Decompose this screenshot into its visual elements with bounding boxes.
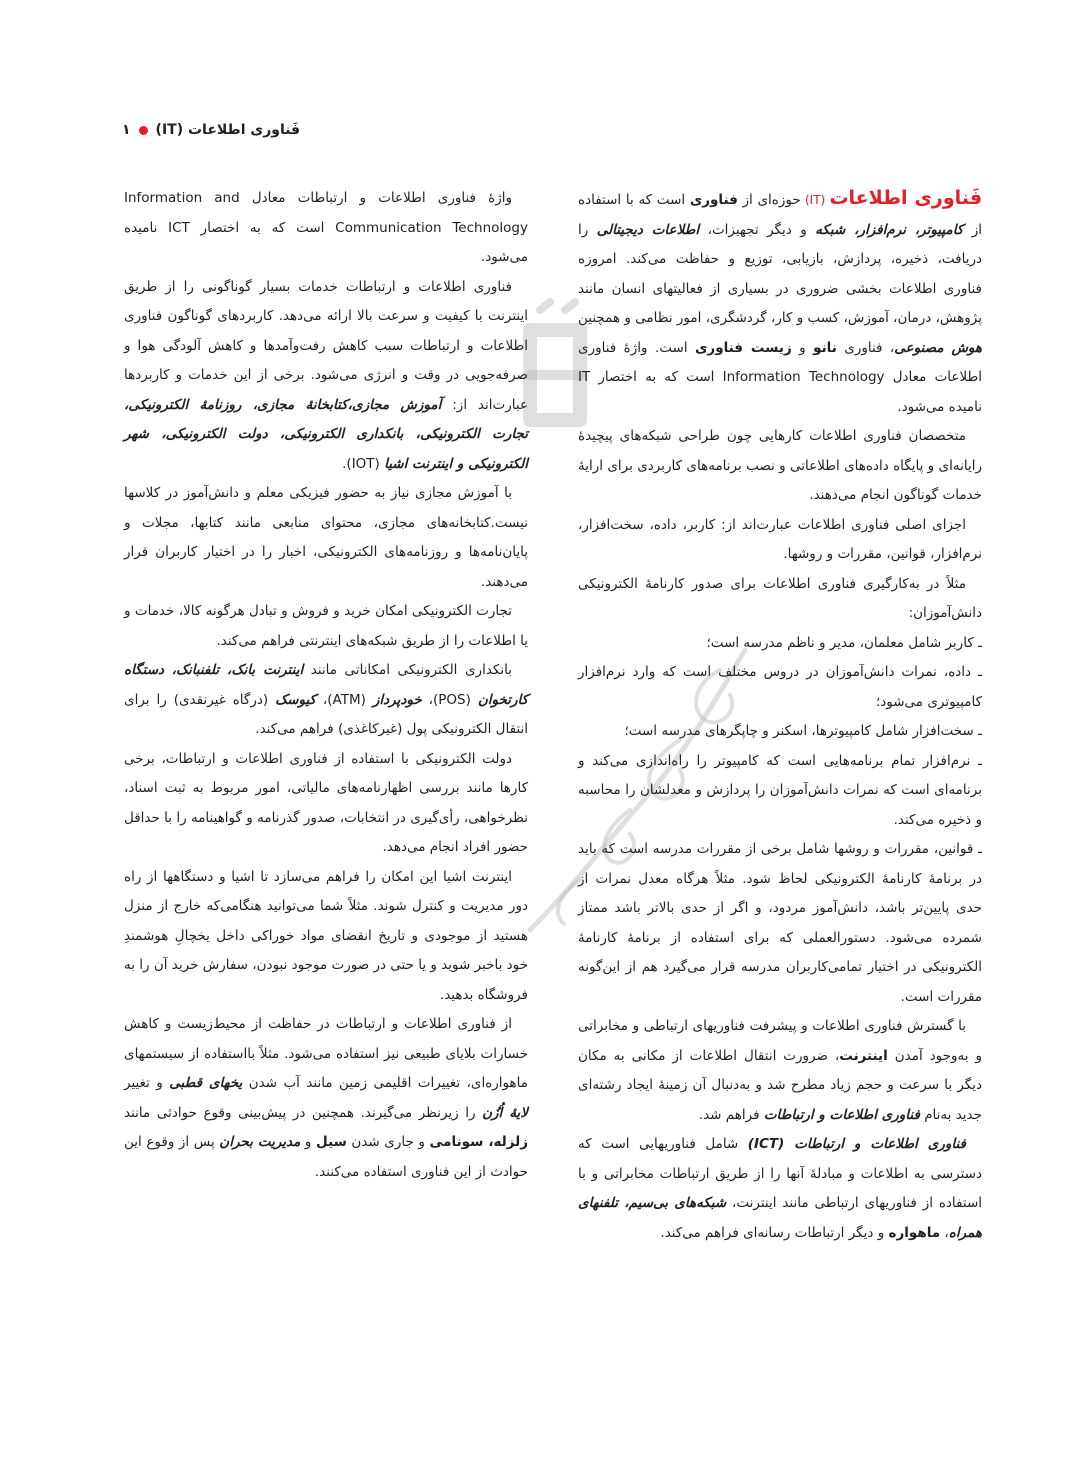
text-run: ـ قوانین، مقررات و روشها شامل برخی از مقررات مدرسه است که باید در برنامهٔ کارنامهٔ الکترونیکی لحاظ شود. مثلاً هرگاه معدل نمرات از حدی پایین‌تر باشد، دانش‌آموز مردود، و اگر از حدی بالاتر باشد ممتاز شمرده می‌شود. دستورالعملی که برای استفاده از برنامهٔ کارنامهٔ الکترونیکی در اختیار تمامی‌کاربران مدرسه قرار می‌گیرد هم از این‌گونه مقررات است. bbox=[578, 841, 982, 1005]
paragraph bbox=[124, 184, 528, 273]
text-run: است که با استفاده از bbox=[578, 192, 983, 238]
emphasized-term: کامپیوتر، نرم‌افزار، شبکه bbox=[815, 221, 964, 238]
list-item bbox=[578, 629, 982, 659]
section-heading: فَناوری اطلاعات bbox=[829, 187, 983, 209]
heading-abbreviation: (IT) bbox=[800, 193, 830, 207]
text-run: دولت الکترونیکی با استفاده از فناوری اطلاعات و ارتباطات، برخی کارها مانند بررسی اظهارنامه‌های مالیاتی، امور مربوط به ثبت اسناد، نظرخواهی، رأی‌گیری در انتخابات، صدور گذرنامه و گواهینامه را با حداقل حضور افراد انجام می‌دهد. bbox=[124, 750, 528, 855]
emphasized-term: اطلاعات دیجیتالی bbox=[596, 221, 700, 238]
list-item bbox=[578, 747, 982, 836]
paragraph bbox=[578, 1012, 982, 1130]
lead-paragraph bbox=[578, 184, 982, 422]
bullet-dot bbox=[139, 126, 148, 135]
text-run: با گسترش فناوری اطلاعات و پیشرفت فناوریهای ارتباطی و مخابراتی و به‌وجود آمدن bbox=[578, 1018, 982, 1064]
text-run bbox=[164, 662, 172, 678]
text-run: واژهٔ فناوری اطلاعات و ارتباطات معادل Information and Communication Technology است که به اختصار ICT نامیده می‌شود. bbox=[124, 190, 528, 265]
text-run: (POS)، bbox=[421, 691, 478, 708]
emphasized-term: خودپرداز bbox=[372, 691, 422, 708]
text-run: ـ داده، نمرات دانش‌آموزان در دروس مختلف است که وارد نرم‌افزار کامپیوتری می‌شود؛ bbox=[578, 664, 982, 710]
paragraph bbox=[578, 422, 982, 511]
emphasized-term: لایهٔ اُزُن bbox=[482, 1104, 528, 1121]
emphasized-term: فناوری اطلاعات و ارتباطات bbox=[763, 1106, 920, 1123]
text-run: و bbox=[300, 1134, 317, 1150]
bold-term: نانو bbox=[813, 339, 837, 356]
text-run: ، فناوری bbox=[836, 339, 895, 356]
bold-term: زیست فناوری bbox=[695, 339, 792, 356]
bold-term: زلزله، سونامی bbox=[429, 1134, 528, 1150]
text-run: (IOT). bbox=[342, 455, 385, 472]
bold-term: سیل bbox=[316, 1134, 347, 1150]
text-run: و دیگر تجهیزات، bbox=[699, 221, 816, 238]
emphasized-term: آموزش مجازی،کتابخانهٔ مجازی، روزنامهٔ الکترونیکی، تجارت الکترونیکی، بانکداری الکترونیکی، دولت الکترونیکی، شهر الکترونیکی و اینترنت اشیا bbox=[124, 396, 528, 472]
paragraph bbox=[124, 863, 528, 1011]
text-run: از فناوری اطلاعات و ارتباطات در حفاظت از محیط‌زیست و کاهش خسارات بلایای طبیعی نیز استفاده می‌شود. مثلاً بااستفاده از سیستمهای ماهواره‌ای، تغییرات اقلیمی زمین مانند آب شدن bbox=[124, 1016, 528, 1091]
text-run: ـ کاربر شامل معلمان، مدیر و ناظم مدرسه است؛ bbox=[706, 634, 982, 651]
text-run: و bbox=[791, 339, 814, 356]
text-run: و جاری شدن bbox=[346, 1134, 430, 1150]
text-run: پس از وقوع این حوادث از این فناوری استفاده می‌کنند. bbox=[124, 1134, 528, 1180]
running-head-title: فَناوری اطلاعات (IT) bbox=[155, 122, 301, 138]
bold-term: فناوری bbox=[689, 192, 738, 208]
paragraph bbox=[124, 656, 528, 745]
text-run: اجزای اصلی فناوری اطلاعات عبارت‌اند از: کاربر، داده، سخت‌افزار، نرم‌افزار، قوانین، مقررات و روشها. bbox=[578, 516, 982, 562]
page-number: ۱ bbox=[122, 122, 131, 138]
emphasized-term: مدیریت بحران bbox=[219, 1134, 301, 1150]
list-item bbox=[578, 658, 982, 717]
paragraph bbox=[124, 745, 528, 863]
text-run: فناوری اطلاعات و ارتباطات خدمات بسیار گوناگونی را از طریق اینترنت با کیفیت و سرعت بالا ارائه می‌دهد. کاربردهای گوناگون فناوری اطلاعات و ارتباطات سبب کاهش رفت‌وآمدها و کاهش آلودگی هوا و صرفه‌جویی در وقت و انرژی می‌شود. برخی از این خدمات و کاربردها عبارت‌اند از: bbox=[124, 278, 528, 413]
text-run: ، bbox=[940, 1224, 949, 1241]
emphasized-term: شبکه‌های بی‌سیم، تلفنهای همراه bbox=[578, 1195, 982, 1241]
emphasized-term: یخهای قطبی bbox=[169, 1075, 243, 1091]
paragraph bbox=[124, 479, 528, 597]
text-run: مثلاً در به‌کارگیری فناوری اطلاعات برای صدور کارنامهٔ الکترونیکی دانش‌آموزان: bbox=[578, 575, 982, 621]
text-run: ـ سخت‌افزار شامل کامپیوترها، اسکنر و چاپگرهای مدرسه است؛ bbox=[624, 723, 982, 739]
text-run: حوزه‌ای از bbox=[737, 192, 801, 208]
text-run: تجارت الکترونیکی امکان خرید و فروش و تبادل هرگونه کالا، خدمات و یا اطلاعات را از طریق شبکه‌های اینترنتی فراهم می‌کند. bbox=[124, 603, 528, 649]
emphasized-term: دستگاه کارتخوان bbox=[124, 662, 528, 708]
running-head bbox=[122, 122, 300, 138]
list-item bbox=[578, 717, 982, 747]
bold-term: اینترنت bbox=[839, 1047, 888, 1064]
paragraph bbox=[578, 511, 982, 570]
emphasized-term: کیوسک bbox=[275, 691, 316, 708]
text-run: با آموزش مجازی نیاز به حضور فیزیکی معلم و دانش‌آموز در کلاسها نیست.کتابخانه‌های مجازی، محتوای منابعی مانند کتابها، مجلات و پایان‌نامه‌ها و روزنامه‌های الکترونیکی، اخبار را در اختیار کاربران قرار می‌دهند. bbox=[124, 485, 528, 590]
list-item bbox=[578, 835, 982, 1012]
text-run: ـ نرم‌افزار تمام برنامه‌هایی است که کامپیوتر را راه‌اندازی می‌کند و برنامه‌ای است که نمرات دانش‌آموزان را پردازش و معدلشان را محاسبه و ذخیره می‌کند. bbox=[578, 752, 982, 828]
text-run: متخصصان فناوری اطلاعات کارهایی چون طراحی شبکه‌های پیچیدهٔ رایانه‌ای و پایگاه داده‌های اطلاعاتی و نصب برنامه‌های کاربردی برای ارایهٔ خدمات گوناگون انجام می‌دهند. bbox=[578, 428, 982, 503]
text-run: شامل فناوریهایی است که دسترسی به اطلاعات و مبادلهٔ آنها را از طریق ارتباطات مخابراتی و با استفاده از فناوریهای ارتباطی مانند اینترنت، bbox=[578, 1136, 983, 1211]
paragraph bbox=[578, 1130, 982, 1248]
paragraph bbox=[124, 1010, 528, 1187]
emphasized-term: هوش مصنوعی bbox=[894, 339, 983, 356]
text-run: را زیرنظر می‌گیرند. همچنین در پیش‌بینی وقوع حوادثی مانند bbox=[124, 1104, 483, 1121]
text-run: ، ضرورت انتقال اطلاعات از مکانی به مکان دیگر با سرعت و حجم زیاد مطرح شد و به‌دنبال آن زمینهٔ ایجاد رشته‌ای جدید به‌نام bbox=[578, 1047, 982, 1123]
left-column bbox=[124, 184, 528, 1187]
text-run: (ATM)، bbox=[315, 691, 373, 708]
paragraph bbox=[578, 570, 982, 629]
text-run: است. واژهٔ فناوری اطلاعات معادل Information Technology است که به اختصار IT نامیده می‌شود. bbox=[578, 339, 982, 415]
text-run: و دیگر ارتباطات رسانه‌ای فراهم می‌کند. bbox=[660, 1224, 889, 1241]
text-run: بانکداری الکترونیکی امکاناتی مانند bbox=[303, 662, 512, 678]
emphasized-term: اینترنت بانک، تلفنبانک، bbox=[171, 662, 304, 678]
text-run: را دریافت، ذخیره، پردازش، بازیابی، توزیع و حفاظت می‌کند. امروزه فناوری اطلاعات بخشی ضروری در بسیاری از فعالیتهای انسان مانند پژوهش، درمان، آموزش، کسب و کار، گردشگری، امور نظامی و همچنین bbox=[578, 221, 982, 326]
text-run: و تغییر bbox=[124, 1075, 170, 1091]
text-run: فراهم شد. bbox=[698, 1106, 764, 1123]
text-run: اینترنت اشیا این امکان را فراهم می‌سازد تا اشیا و دستگاهها از راه دور مدیریت و کنترل شوند. مثلاً شما می‌توانید هنگامی‌که خارج از منزل هستید از موجودی و تاریخ انقضای مواد خوراکی داخل یخچالِ هوشمندِ خود باخبر شوید و یا حتی در صورت موجود نبودن، سفارش خرید آن را به فروشگاه بدهید. bbox=[124, 868, 528, 1003]
emphasized-term: فناوری اطلاعات و ارتباطات (ICT) bbox=[747, 1136, 966, 1152]
paragraph bbox=[124, 273, 528, 480]
right-column bbox=[578, 184, 982, 1248]
text-run: (درگاه غیرنقدی) را برای انتقال الکترونیکی پول (غیرکاغذی) فراهم می‌کند. bbox=[124, 691, 528, 737]
paragraph bbox=[124, 597, 528, 656]
bold-term: ماهواره bbox=[888, 1224, 941, 1241]
